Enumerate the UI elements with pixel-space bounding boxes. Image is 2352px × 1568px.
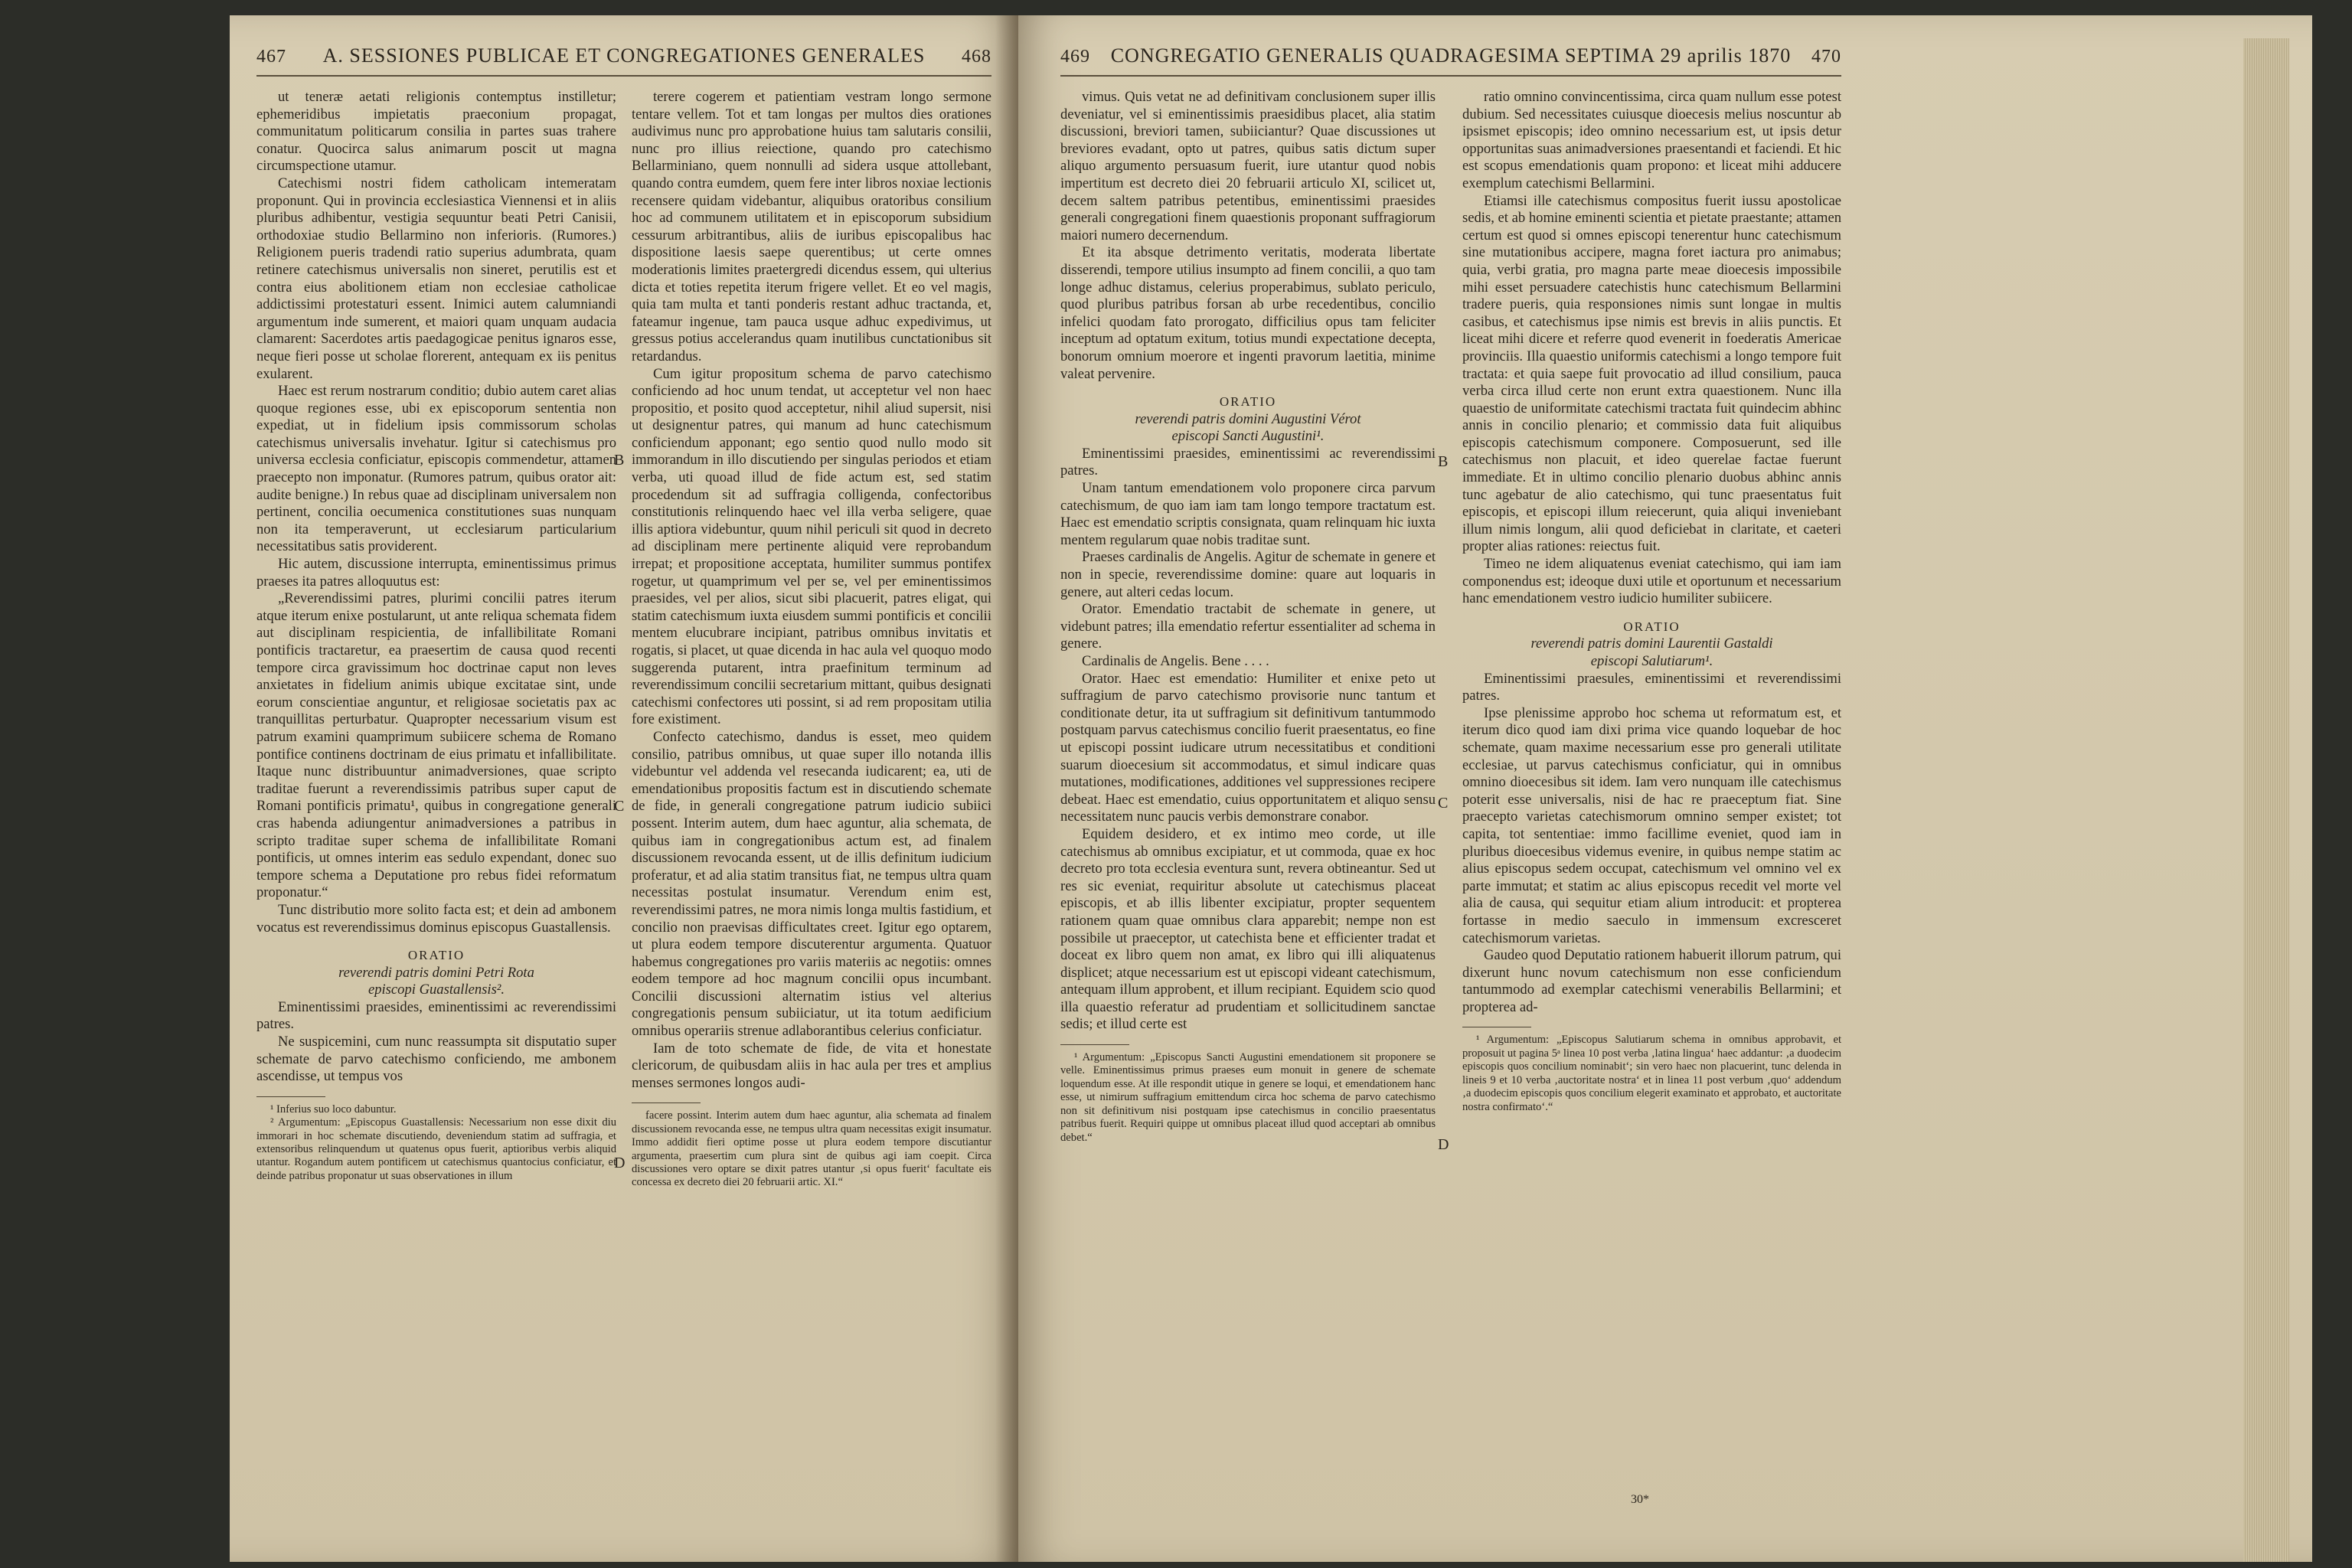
paragraph: „Reverendissimi patres, plurimi concilii patres iterum atque iterum enixe postularunt, ut ante reliqua schemata fidem aut disciplinam respicientia, de infallibilitate Romani pontificis tractaretur, ea praesertim de causa quod recenti tempore circa gravissimum hoc doctrinae caput non leves anxietates in fidelium animis ubique excitatae sint, unde eorum conscientiae anguntur, et religiosae societatis pax ac tranquillitas perturbatur. Quapropter necessarium visum est patrum examini quamprimum subiicere schema de Romano pontifice continens doctrinam de eius primatu et infallibilitate. Itaque nunc distribuuntur animadversiones, quae scripto traditae fuerunt a reverendissimis patribus super caput de Romani pontificis primatu¹, quibus in congregatione generali cras habenda adiungentur animadversiones a patribus in scripto traditae super schema de infallibilitate Romani pontificis, ut omnes interim eas sedulo expendant, donec suo tempore schema a Deputatione pro rebus fidei reformatum proponatur.“ <box>256 590 616 901</box>
signature-mark: 30* <box>1631 1493 1649 1506</box>
paragraph: ratio omnino convincentissima, circa quam nullum esse potest dubium. Sed necessitates cuiusque dioecesis melius noscuntur ab ipsismet episcopis; ideo omnino necessarium est, ut ipsis detur opportunitas suas animadversiones praesentandi et faciendi. Et hic est scopus emendationis quam propono: et liceat mihi adducere exemplum catechismi Bellarmini. <box>1462 89 1841 191</box>
running-head-title: A. SESSIONES PUBLICAE ET CONGREGATIONES GENERALES <box>322 44 926 67</box>
paragraph-list <box>256 89 616 936</box>
footnote: facere possint. Interim autem dum haec aguntur, alia schemata ad finalem discussionem revocanda esse, ne tempus ultra quam necessitas exigit insumatur. Immo addidit fieri optime posse ut plura eodem tempore discutiantur argumenta, praesertim cum plura sint de quibus agi iam coepit. Circa discussiones vero optare se dixit patres utantur ‚si opus fuerit‘ facultate eis concessa ex decreto diei 20 februarii artic. XI.“ <box>632 1109 991 1189</box>
paragraph: Tunc distributio more solito facta est; et dein ad ambonem vocatus est reverendissimus dominus episcopus Guastallensis. <box>256 901 616 936</box>
paragraph: Unam tantum emendationem volo proponere circa parvum catechismum, de quo iam iam tam longo tempore tractatum est. Haec est emendatio scriptis consignata, quam relinquam hic iuxta mentem regularum quae nobis traditae sunt. <box>1060 480 1436 548</box>
margin-letter: D <box>614 1155 626 1171</box>
page-number: 468 <box>961 47 991 67</box>
paragraph: Cardinalis de Angelis. Bene . . . . <box>1082 653 1269 669</box>
paragraph: Orator. Haec est emendatio: Humiliter et enixe peto ut suffragium de parvo catechismo provisorie nunc tantum et conditionate detur, ita ut suffragium sit definitivum tantummodo postquam parvus catechismus concilio fuerit praesentatus, eo fine ut episcopi possint iudicare utrum necessitatibus et conditioni suarum dioecesium sit accommodatus, et simul indicare quas mutationes, modificationes, additiones vel suppressiones recipere debeat. Haec est emendatio, cuius opportunitatem et aliquo sensu necessitatem nunc paucis verbis demonstrare conabor. <box>1060 670 1436 825</box>
paragraph: Et ita absque detrimento veritatis, moderata libertate disserendi, tempore utilius insumpto ad finem concilii, a quo tam longe adhuc distamus, celerius properabimus, sublato periculo, quod pluribus patribus forsan ab urbe recedentibus, concilio infelici quodam fato prorogato, difficilius opus tam feliciter inceptum ad optatum exitum, totius mundi expectatione decepta, bonorum omnium moerore et ingenti pravorum laetitia, minime valeat pervenire. <box>1060 244 1436 382</box>
footnote-rule <box>256 1096 325 1097</box>
footnotes <box>632 1109 991 1189</box>
margin-letter: D <box>1438 1136 1449 1153</box>
paragraph-list <box>1462 671 1841 1017</box>
page-number: 469 <box>1060 47 1090 67</box>
paragraph: Orator. Emendatio tractabit de schemate in genere, ut videbunt patres; illa emendatio refertur essentialiter ad schema in genere. <box>1060 601 1436 652</box>
paragraph: Cum igitur propositum schema de parvo catechismo conficiendo ad hoc unum tendat, ut acceptetur vel non haec propositio, et posito quod acceptetur, nihil aliud supersit, nisi ut designentur patres, qui manum ad hunc catechismum conficiendum apponant; ego sentio quod nullo modo sit immorandum in illo discutiendo per singulas periodos et etiam verba, uti quoad illud de fide actum est, sed statim procedendum sit ad suffragia colligenda, confectoribus constitutionis relinquendo haec vel illa verba seligere, quae illis aptiora videbuntur, quum nihil periculi sit quod in decreto ad disciplinam mere pertinente aliquid vere reprobandum irrepat; et propositione acceptata, humiliter summus pontifex rogetur, ut quamprimum vel per se, vel per eminentissimos praesides, vel per alios, sicut sibi placuerit, patres eligat, qui statim catechismum iuxta eiusdem summi pontificis et concilii mentem elucubrare incipiant, patribus omnibus invitatis et rogatis, si placet, ut quae dicenda in hac aula vel quoquo modo suggerenda putarent, intra praefinitum terminum ad reverendissimum concilii secretarium mittant, quibus designati catechismi confectores uti possint, si ad rem propositam utilia fore existiment. <box>632 365 991 728</box>
paragraph: Eminentissimi praesides, eminentissimi ac reverendissimi patres. <box>1060 445 1436 479</box>
paragraph: Hic autem, discussione interrupta, eminentissimus primus praeses ita patres alloquutus est: <box>256 556 616 590</box>
column-2 <box>1462 89 1841 1114</box>
oratio-heading: ORATIO <box>407 948 466 963</box>
paragraph: Catechismi nostri fidem catholicam intemeratam proponunt. Qui in provincia ecclesiastica Viennensi et in aliis pluribus adhibentur, vestigia sequuntur beati Petri Canisii, orthodoxiae studio Bellarmino non inferioris. (Rumores.) Religionem pueris tradendi ratio superius adumbrata, quam retinere catechismus universalis non sineret, perutilis est et contra eius abolitionem etiam non ecclesiae catholicae addictissimi protestaturi essent. Inimici autem calumniandi argumentum inde sumerent, et maiori quam unquam audacia clamarent: Sacerdotes artis paedagogicae penitus ignaros esse, neque fieri posse ut scholae florerent, antequam ex iis penitus exularent. <box>256 175 616 382</box>
paragraph: Gaudeo quod Deputatio rationem habuerit illorum patrum, qui dixerunt hunc novum catechismum non esse conficiendum tantummodo ad exemplar catechismi venerabilis Bellarmini; et propterea ad- <box>1462 947 1841 1015</box>
paragraph: vimus. Quis vetat ne ad definitivam conclusionem super illis deveniatur, vel si eminentissimis praesidibus placet, alia statim discussioni, breviori tamen, subiiciantur? Quae discussiones ut breviores evadant, opto ut patres, quibus satis dictum super aliquo argumento persuasum fuerit, iure utantur quod nobis impertitum est decreto diei 20 februarii articulo XI, scilicet ut, decem saltem patribus petentibus, eminentissimi praesides generali congregationi finem quaestionis proponant suffragiorum maiori numero decernendum. <box>1060 89 1436 243</box>
head-rule <box>1060 75 1841 77</box>
oratio-heading: ORATIO <box>1219 394 1277 410</box>
margin-letter: B <box>614 452 625 469</box>
paragraph: Timeo ne idem aliquatenus eveniat catechismo, qui iam iam componendus est; ideoque duxi utile et oportunum et necessarium hanc emendationem vestro iudicio humiliter subiicere. <box>1462 556 1841 607</box>
paragraph: Haec est rerum nostrarum conditio; dubio autem caret alias quoque regiones esse, ubi ex episcoporum sententia non expediat, ut in fidelium ipsis commissorum scholas catechismus universalis invehatur. Igitur si catechismus pro universa ecclesia conficiatur, episcopis commendetur, attamen praecepto non imponatur. (Rumores patrum, quibus orator ait: audite benigne.) In rebus quae ad disciplinam universalem non pertinent, concilia oecumenica constitutiones suas nunquam non ita temperaverunt, ut ecclesiarum particularium necessitatibus satis providerent. <box>256 383 616 555</box>
paragraph: ut teneræ aetati religionis contemptus instilletur; ephemeridibus impietatis praeconium propagat, communitatum politicarum consilia in partes suas trahere conatur. Quocirca salus animarum poscit ut magna circumspectione utamur. <box>256 89 616 175</box>
paragraph: Praeses cardinalis de Angelis. Agitur de schemate in genere et non in specie, reverendissime domine: quare aut loquaris in genere, aut alteri cedas locum. <box>1060 549 1436 600</box>
page-edge-stack <box>2243 38 2289 1562</box>
column-1 <box>1060 89 1436 1145</box>
footnote: ² Argumentum: „Episcopus Guastallensis: Necessarium non esse dixit diu immorari in hoc schemate discutiendo, deveniendum statim ad suffragia, et extensoribus relinquendum ut quatenus opus fuerit, aptioribus verbis aliquid utantur. Rogandum autem pontificem ut catechismus quantocius conficiatur, et deinde patribus proponatur ut suas observationes in illum <box>256 1116 616 1182</box>
right-page <box>1018 15 2312 1562</box>
oratio-subheading: reverendi patris domini Laurentii Gastaldi <box>1530 635 1773 652</box>
margin-letter: C <box>1438 795 1449 812</box>
margin-letter: C <box>614 798 625 815</box>
paragraph-list <box>1060 89 1436 383</box>
footnote: ¹ Argumentum: „Episcopus Salutiarum schema in omnibus approbavit, et proposuit ut pagina 5ᵃ linea 10 post verba ‚latina lingua‘ haec addantur: ‚a duodecim episcopis quos concilium nominabit‘; sin vero haec non placuerint, tunc delenda in lineis 9 et 10 verba ‚auctoritate nostra‘ et in linea 11 post verbum ‚quo‘ addendum ‚a duodecim episcopis quos concilium elegerit examinato et approbato, et auctoritate nostra confirmato‘.“ <box>1462 1034 1841 1113</box>
oratio-heading: ORATIO <box>1623 619 1681 634</box>
paragraph-list <box>256 999 616 1086</box>
left-page <box>230 15 1018 1562</box>
paragraph: Etiamsi ille catechismus compositus fuerit iussu apostolicae sedis, et ab homine eminenti scientia et pietate praestante; attamen certum est quod si omnes episcopi tenerentur hunc catechismum sine mutationibus accipere, magna foret iactura pro animabus; quia, verbi gratia, pro magna parte meae dioecesis impossibile mihi esset persuadere catechistis hunc catechismum Bellarmini tradere pueris, quia responsiones nimis sunt longae in multis casibus, et catechismus ipse nimis est brevis in aliis punctis. Et liceat mihi dicere et referre quod evenerit in foederatis Americae provinciis. Illa quaestio uniformis catechismi a longo tempore fuit tractata: et quia saepe fuit provocatio ad illud consilium, pauca verba circa illud certe non erunt extra quaestionem. Nunc illa quaestio de uniformitate catechismi tractata fuit quindecim abhinc annis in concilio plenario; et commissio data fuit aliquibus episcopis catechismum componere. Composuerunt, sed ille catechismus non placuit, et ideo querelae factae fuerunt immediate. Et in ultimo concilio plenario duobus abhinc annis tunc agebatur de alio catechismo, qui tunc praesentatus fuit episcopis, et episcopi illum reiecerunt, quia aliqui inveniebant illum nimis longum, alii quod deficiebat in claritate, et caeteri propter alias rationes: reiectus fuit. <box>1462 192 1841 555</box>
running-head-title: CONGREGATIO GENERALIS QUADRAGESIMA SEPTIMA 29 aprilis 1870 <box>1110 44 1792 67</box>
footnote: ¹ Argumentum: „Episcopus Sancti Augustini emendationem sit proponere se velle. Eminentissimus primus praeses eum monuit in genere de schemate loquendum esse. At ille respondit utique in genere se loqui, et emendationem hanc esse, ut nimirum suffragium emittendum circa hoc schema de parvo catechismo non sit definitivum nisi postquam ipse catechismus in concilio praesentatus patribus fuerit. Requiri quippe ut omnibus placeat illud quod acceptari ab omnibus debet.“ <box>1060 1051 1436 1144</box>
footnotes <box>1462 1034 1841 1113</box>
page-number: 467 <box>256 47 286 67</box>
paragraph: Confecto catechismo, dandus is esset, meo quidem consilio, patribus omnibus, ut quae super illo notanda illis videbuntur vel addenda vel resecanda iudicarent; ea, uti de emendationibus propositis factum est in discutiendo schemate de fide, in generali congregatione patrum iudicio subiici possent. Interim autem, dum haec aguntur, alia schemata, de quibus iam in congregationibus actum est, ad finalem discussionem revocanda essent, ut de illis definitum iudicium proferatur, et ad alia statim transitus fiat, ne tempus ultra quam necessitas postulat insumatur. Verendum enim est, reverendissimi patres, ne mora nimis longa multis fastidium, et concilio non praevisas difficultates creet. Igitur ego optarem, ut plura eodem tempore discuterentur argumenta. Quatuor habemus congregationes pro variis materiis ac negotiis: omnes eodem tempore ad hoc magnum concilii opus incumbant. Concilii discussioni alternatim istius vel alterius congregationis pensum subiiciatur, ut ita totum aedificium omnibus operariis strenue adlaborantibus celerius conficiatur. <box>632 728 991 1040</box>
oratio-subheading: episcopi Guastallensis². <box>368 982 505 998</box>
running-head-right <box>1060 44 1841 67</box>
footnotes <box>256 1103 616 1183</box>
paragraph: Eminentissimi praesides, eminentissimi ac reverendissimi patres. <box>256 998 616 1033</box>
margin-letter: B <box>1438 453 1449 470</box>
paragraph: terere cogerem et patientiam vestram longo sermone tentare vellem. Tot et tam longas per multos dies orationes audivimus nunc pro approbatione huius tam salutaris consilii, nunc pro illius reiectione, quando pro catechismo Bellarminiano, quem nonnulli ad sidera usque attollebant, quando contra eumdem, quem fere inter libros noxiae lectionis recensere quidam videbantur, aliquibus oratoribus consilium hoc ad communem utilitatem et in episcoporum subsidium cessurum arbitrantibus, aliis de iuribus episcopalibus hac dispositione laesis saepe querentibus; ut certe omnes moderationis limites praetergredi dicendus essem, qui ulterius dicta et toties repetita iterum frigere vellet. Et eo vel magis, quia tam multa et tanti ponderis restant adhuc tractanda, et, fateamur ingenue, tam pauca usque adhuc expedivimus, ut gressus potius accelerandus quam inutilibus cunctationibus sit retardandus. <box>632 89 991 364</box>
paragraph-list <box>632 89 991 1092</box>
oratio-subheading: reverendi patris domini Petri Rota <box>338 964 534 981</box>
paragraph-list <box>1462 89 1841 608</box>
paragraph: Ipse plenissime approbo hoc schema ut reformatum est, et iterum dico quod iam dixi prima vice quando loquebar de hoc schemate, quam maxime necessarium esse pro generali utilitate ecclesiae, ut parvus catechismus conficiatur, qui in omnibus omnino dioecesibus sit idem. Iam vero nunquam ille catechismus poterit esse universalis, nisi de hac re praeceptum fiat. Sine praecepto varietas catechismorum omnino semper existet; tot capita, tot sententiae: immo facillime eveniet, quod iam in pluribus dioecesibus videmus evenire, in quibus nempe statim ac alius episcopus sedem occupat, catechismum vel omnino vel ex parte immutat; et statim ac alius episcopus recedit vel morte vel alia de causa, qui sequitur etiam alium introducit: et propterea fortasse in medio saeculo in immensum excresceret catechismorum varietas. <box>1462 704 1841 946</box>
oratio-subheading: episcopi Salutiarum¹. <box>1590 653 1713 669</box>
paragraph: Iam de toto schemate de fide, de vita et honestate clericorum, de quibusdam aliis in hac aula per tres et amplius menses sermones longos audi- <box>632 1040 991 1091</box>
paragraph: Eminentissimi praesules, eminentissimi et reverendissimi patres. <box>1462 670 1841 704</box>
column-1 <box>256 89 616 1183</box>
footnote-rule <box>632 1102 701 1103</box>
footnote-rule <box>1060 1044 1129 1045</box>
column-2 <box>632 89 991 1190</box>
paragraph: Ne suspicemini, cum nunc reassumpta sit disputatio super schemate de parvo catechismo conficiendo, me ambonem ascendisse, ut tempus vos <box>256 1034 616 1085</box>
head-rule <box>256 75 991 77</box>
footnotes <box>1060 1051 1436 1145</box>
paragraph: Equidem desidero, et ex intimo meo corde, ut ille catechismus ab omnibus excipiatur, et ut commoda, quae ex hoc decreto pro tota ecclesia eventura sunt, revera obtineantur. Sed ut res sic eveniat, requiritur absolute ut catechismus placeat episcopis, et ab illis libenter excipiatur, propter sequentem rationem quam quae omnibus clara apparebit; nempe non est possibile ut praeceptor, ut catechista bene et efficienter tradat et doceat ex libro quem non amat, ex libro qui illi aliquatenus displicet; atque necessarium est ut episcopi videant catechismum, antequam illum approbent, et illum recipiant. Equidem scio quod illa quaestio referatur ad prudentiam et sollicitudinem sanctae sedis; et illud certe est <box>1060 825 1436 1033</box>
oratio-subheading: episcopi Sancti Augustini¹. <box>1171 428 1325 445</box>
paragraph-list <box>1060 446 1436 1034</box>
oratio-subheading: reverendi patris domini Augustini Vérot <box>1135 410 1361 427</box>
footnote: ¹ Inferius suo loco dabuntur. <box>270 1102 397 1116</box>
page-number: 470 <box>1811 47 1841 67</box>
running-head-left <box>256 44 991 67</box>
